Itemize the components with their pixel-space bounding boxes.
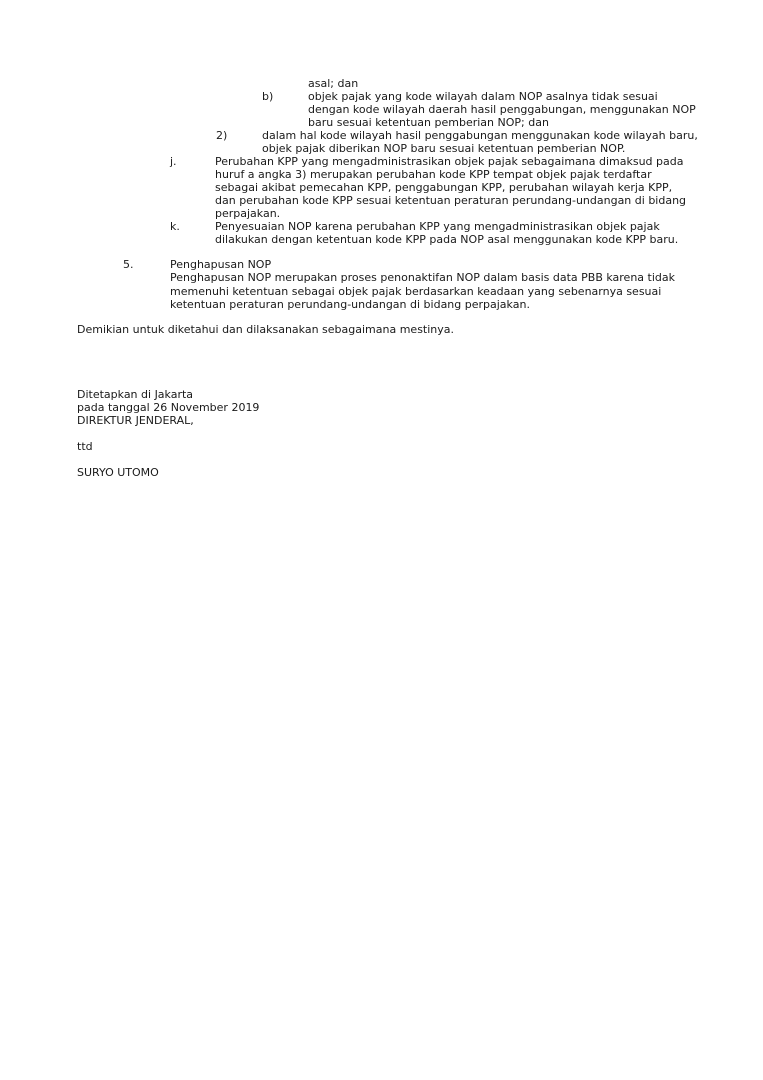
list-item-j-line: huruf a angka 3) merupakan perubahan kode KPP tempat objek pajak terdaftar — [215, 168, 652, 181]
signature-ttd: ttd — [77, 440, 93, 453]
signature-title: DIREKTUR JENDERAL, — [77, 414, 194, 427]
list-item-j-line: Perubahan KPP yang mengadministrasikan objek pajak sebagaimana dimaksud pada — [215, 155, 684, 168]
section-number: 5. — [123, 258, 134, 271]
section-body-line: Penghapusan NOP merupakan proses penonaktifan NOP dalam basis data PBB karena tidak — [170, 271, 675, 284]
section-heading: Penghapusan NOP — [170, 258, 272, 271]
list-label-2: 2) — [216, 129, 228, 142]
signature-place: Ditetapkan di Jakarta — [77, 388, 194, 401]
list-item-2-line: objek pajak diberikan NOP baru sesuai ketentuan pemberian NOP. — [262, 142, 626, 155]
continuation-text: asal; dan — [308, 77, 359, 90]
closing-statement: Demikian untuk diketahui dan dilaksanakan sebagaimana mestinya. — [77, 323, 455, 336]
list-item-k-line: Penyesuaian NOP karena perubahan KPP yang mengadministrasikan objek pajak — [215, 220, 660, 233]
signatory-name: SURYO UTOMO — [77, 466, 159, 479]
signature-date: pada tanggal 26 November 2019 — [77, 401, 260, 414]
section-body-line: memenuhi ketentuan sebagai objek pajak berdasarkan keadaan yang sebenarnya sesuai — [170, 285, 662, 298]
list-label-b: b) — [262, 90, 274, 103]
section-body-line: ketentuan peraturan perundang-undangan di bidang perpajakan. — [170, 298, 530, 311]
list-item-j-line: sebagai akibat pemecahan KPP, penggabungan KPP, perubahan wilayah kerja KPP, — [215, 181, 673, 194]
list-label-j: j. — [170, 155, 177, 168]
list-label-k: k. — [170, 220, 180, 233]
list-item-j-line: perpajakan. — [215, 207, 281, 220]
list-item-k-line: dilakukan dengan ketentuan kode KPP pada NOP asal menggunakan kode KPP baru. — [215, 233, 679, 246]
list-item-j-line: dan perubahan kode KPP sesuai ketentuan peraturan perundang-undangan di bidang — [215, 194, 687, 207]
list-item-b-line: dengan kode wilayah daerah hasil penggabungan, menggunakan NOP — [308, 103, 696, 116]
list-item-2-line: dalam hal kode wilayah hasil penggabungan menggunakan kode wilayah baru, — [262, 129, 698, 142]
list-item-b-line: baru sesuai ketentuan pemberian NOP; dan — [308, 116, 549, 129]
list-item-b-line: objek pajak yang kode wilayah dalam NOP asalnya tidak sesuai — [308, 90, 658, 103]
